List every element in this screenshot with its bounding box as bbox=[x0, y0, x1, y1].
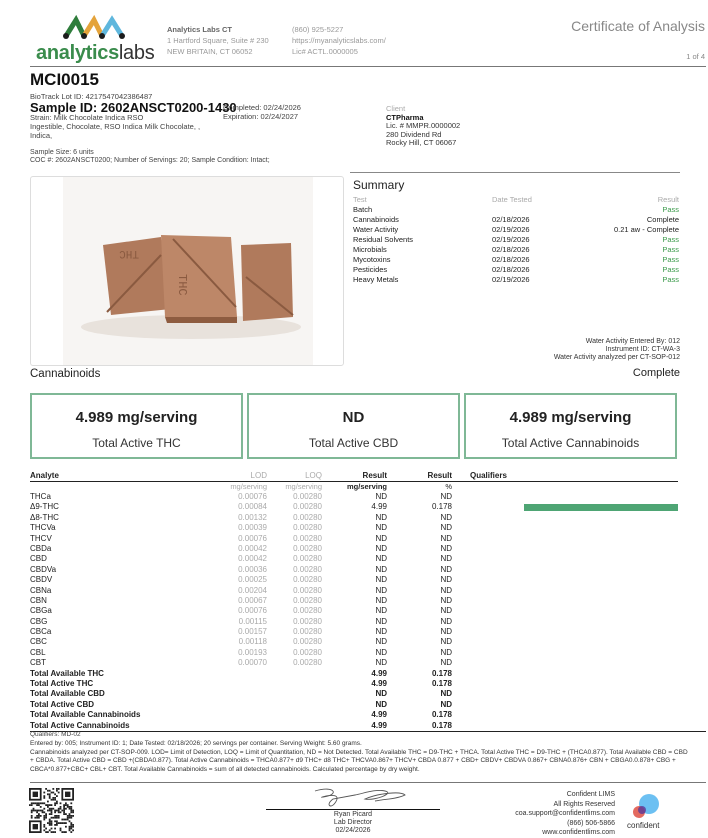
summary-result: Complete bbox=[646, 215, 679, 224]
summary-header-test: Test bbox=[353, 195, 367, 204]
analyte-loq: 0.00280 bbox=[293, 658, 322, 668]
wa-instrument: Instrument ID: CT-WA-3 bbox=[605, 346, 680, 353]
analyte-name: CBDV bbox=[30, 575, 53, 585]
summary-test: Heavy Metals bbox=[353, 275, 399, 284]
total-result-mg: 4.99 bbox=[371, 668, 387, 678]
summary-divider bbox=[350, 172, 680, 173]
sample-dates bbox=[223, 103, 301, 121]
lims-info bbox=[515, 790, 615, 838]
total-name: Total Available THC bbox=[30, 668, 104, 678]
confident-logo-text: confident bbox=[627, 821, 660, 830]
confident-logo bbox=[623, 793, 673, 833]
signature-block bbox=[266, 811, 440, 835]
method-note: Cannabinoids analyzed per CT-SOP-009. LOD= Limit of Detection, LOQ = Limit of Quantitation, ND = Not Detected. Total Available THC = D9-THC + THCA. Total Active THC = D9-THC + (THCA0.877). Total Available CBD = CBD + CBDA. Total Active CBD = CBD +(CBDA0.877). Total Active Cannabinoids = THCA0.877+ d9 THC+ d8 THC+ THCVA0.867+ THCV+ CBDA 0.877 + CBD+ CBDV+ CBDVA 0.867+ CBNA0.876+ CBN + CBGA0.0.878+ CBG + CBCA*0.877+CBC+ CBL+ CBT. Total Available Cannabinoids = sum of all detected cannabinoids. Calculated percentage by dry weight. bbox=[30, 748, 688, 773]
total-name: Total Active CBD bbox=[30, 699, 95, 709]
entered-by-note: Entered by: 005; Instrument ID: 1; Date Tested: 02/18/2026; 20 servings per container. Serving Weight: 5.60 grams. bbox=[30, 740, 362, 747]
analyte-lod: 0.00036 bbox=[238, 564, 267, 574]
analyte-result-pct: 0.178 bbox=[431, 502, 452, 512]
analyte-result-pct: ND bbox=[440, 564, 452, 574]
analyte-result-mg: ND bbox=[375, 554, 387, 564]
analyte-row bbox=[30, 544, 678, 554]
total-result-mg: 4.99 bbox=[371, 710, 387, 720]
header-lod: LOD bbox=[250, 471, 267, 480]
analyte-result-pct: ND bbox=[440, 606, 452, 616]
summary-date bbox=[492, 205, 582, 215]
summary-row bbox=[353, 255, 679, 265]
header-analyte: Analyte bbox=[30, 471, 59, 480]
unit-lod: mg/serving bbox=[230, 482, 267, 491]
sample-id: Sample ID: 2602ANSCT0200-1430 bbox=[30, 100, 237, 115]
analyte-result-mg: ND bbox=[375, 595, 387, 605]
summary-date: 02/19/2026 bbox=[492, 275, 530, 284]
header-qualifiers: Qualifiers bbox=[470, 471, 507, 480]
analyte-loq: 0.00280 bbox=[293, 492, 322, 501]
analyte-result-mg: ND bbox=[375, 616, 387, 626]
total-result-mg: ND bbox=[375, 689, 387, 699]
wa-entered-by: Water Activity Entered By: 012 bbox=[585, 338, 680, 345]
summary-test: Microbials bbox=[353, 245, 387, 254]
analyte-rows bbox=[30, 492, 678, 731]
analyte-loq: 0.00280 bbox=[293, 564, 322, 574]
unit-result-mg: mg/serving bbox=[346, 482, 387, 491]
analyte-result-mg: ND bbox=[375, 512, 387, 522]
analyte-name: CBDa bbox=[30, 543, 52, 553]
analyte-loq: 0.00280 bbox=[293, 647, 322, 657]
lab-contact bbox=[292, 24, 386, 57]
total-name: Total Active THC bbox=[30, 679, 94, 689]
analyte-result-pct: ND bbox=[440, 627, 452, 637]
lims-email[interactable]: coa.support@confidentlims.com bbox=[515, 810, 615, 817]
method-notes bbox=[30, 740, 690, 774]
analyte-row bbox=[30, 606, 678, 616]
client-license: Lic. # MMPR.0000002 bbox=[386, 121, 461, 130]
lims-rights: All Rights Reserved bbox=[553, 800, 615, 808]
total-row bbox=[30, 689, 678, 699]
sample-description bbox=[30, 113, 230, 140]
client-label: Client bbox=[386, 104, 406, 113]
analyte-row bbox=[30, 523, 678, 533]
summary-test: Pesticides bbox=[353, 265, 388, 274]
total-active-thc-box bbox=[30, 393, 243, 459]
analyte-result-pct: ND bbox=[440, 512, 452, 522]
analyte-name: CBL bbox=[30, 647, 46, 657]
total-row bbox=[30, 669, 678, 679]
analyte-lod: 0.00118 bbox=[238, 637, 267, 647]
unit-loq: mg/serving bbox=[285, 482, 322, 491]
analyte-result-pct: ND bbox=[440, 647, 452, 657]
analyte-lod: 0.00025 bbox=[238, 575, 267, 585]
total-result-pct: 0.178 bbox=[431, 710, 452, 720]
signed-date: 02/24/2026 bbox=[335, 827, 371, 834]
header-result-pct: Result bbox=[427, 471, 452, 480]
analyte-name: CBD bbox=[30, 554, 47, 564]
analyte-loq: 0.00280 bbox=[293, 627, 322, 637]
unit-result-pct: % bbox=[445, 482, 452, 491]
completed-date: Completed: 02/24/2026 bbox=[223, 103, 301, 112]
summary-rows bbox=[353, 205, 679, 285]
signer-title: Lab Director bbox=[333, 819, 373, 826]
summary-row bbox=[353, 205, 679, 215]
analyte-result-pct: ND bbox=[440, 658, 452, 668]
total-result-pct: ND bbox=[440, 689, 452, 699]
header-loq: LOQ bbox=[305, 471, 322, 480]
analyte-result-mg: ND bbox=[375, 492, 387, 501]
analyte-result-mg: ND bbox=[375, 564, 387, 574]
logo-mark-icon bbox=[62, 14, 128, 40]
analyte-lod: 0.00039 bbox=[238, 523, 267, 533]
analyte-name: CBDVa bbox=[30, 564, 57, 574]
summary-result: Pass bbox=[662, 245, 679, 254]
analyte-row bbox=[30, 575, 678, 585]
analyte-result-pct: ND bbox=[440, 575, 452, 585]
total-row bbox=[30, 700, 678, 710]
analyte-loq: 0.00280 bbox=[293, 512, 322, 522]
total-active-thc-label: Total Active THC bbox=[92, 436, 181, 450]
lab-info bbox=[167, 24, 269, 57]
summary-date: 02/19/2026 bbox=[492, 225, 530, 234]
total-active-cannabinoids-value: 4.989 mg/serving bbox=[509, 409, 632, 426]
analyte-name: CBT bbox=[30, 658, 46, 668]
analyte-name: CBGa bbox=[30, 606, 52, 616]
qr-code-icon[interactable] bbox=[29, 788, 74, 833]
signature-line bbox=[266, 809, 440, 810]
analyte-lod: 0.00042 bbox=[238, 554, 267, 564]
summary-row bbox=[353, 215, 679, 225]
summary-title: Summary bbox=[353, 178, 405, 192]
lims-phone: (866) 506-5866 bbox=[567, 819, 615, 827]
qualifier-bar bbox=[524, 504, 678, 511]
water-activity-notes bbox=[554, 338, 680, 362]
total-result-pct: 0.178 bbox=[431, 668, 452, 678]
total-active-cbd-value: ND bbox=[342, 409, 365, 426]
total-name: Total Available Cannabinoids bbox=[30, 710, 141, 720]
summary-date: 02/18/2026 bbox=[492, 265, 530, 274]
analyte-row bbox=[30, 658, 678, 668]
analyte-lod: 0.00076 bbox=[238, 606, 267, 616]
wa-method: Water Activity analyzed per CT-SOP-012 bbox=[553, 354, 680, 361]
analyte-name: THCV bbox=[30, 533, 52, 543]
analyte-result-mg: ND bbox=[375, 543, 387, 553]
analyte-loq: 0.00280 bbox=[293, 585, 322, 595]
analyte-result-pct: ND bbox=[440, 595, 452, 605]
analyte-lod: 0.00076 bbox=[238, 533, 267, 543]
sample-desc-line1: Ingestible, Chocolate, RSO Indica Milk Chocolate, , bbox=[30, 122, 201, 131]
sample-strain: Strain: Milk Chocolate Indica RSO bbox=[30, 113, 144, 122]
summary-test: Residual Solvents bbox=[353, 235, 414, 244]
cannabinoids-status: Complete bbox=[632, 367, 680, 379]
analyte-name: CBNa bbox=[30, 585, 52, 595]
analyte-lod: 0.00132 bbox=[238, 512, 267, 522]
total-name: Total Available CBD bbox=[30, 689, 105, 699]
logo-text-bold: analytics bbox=[36, 42, 119, 64]
header-divider bbox=[30, 66, 706, 67]
analyte-result-mg: ND bbox=[375, 575, 387, 585]
analyte-loq: 0.00280 bbox=[293, 502, 322, 512]
signer-name: Ryan Picard bbox=[333, 811, 373, 818]
qualifiers-note: Qualifiers: MD-02 bbox=[30, 731, 81, 738]
summary-header-date: Date Tested bbox=[492, 195, 532, 204]
page-number: 1 of 4 bbox=[686, 52, 705, 61]
lab-website[interactable]: https://myanalyticslabs.com/ bbox=[292, 36, 386, 45]
lab-name: Analytics Labs CT bbox=[167, 25, 233, 34]
client-address1: 280 Dividend Rd bbox=[386, 129, 442, 139]
sample-code: MCI0015 bbox=[30, 70, 99, 89]
client-name: CTPharma bbox=[386, 112, 424, 122]
analyte-row bbox=[30, 648, 678, 658]
signature-icon bbox=[305, 783, 415, 811]
header-result-mg: Result bbox=[362, 471, 387, 480]
client-address2: Rocky Hill, CT 06067 bbox=[386, 138, 457, 147]
analyte-row bbox=[30, 513, 678, 523]
analyte-name: CBG bbox=[30, 616, 48, 626]
analyte-row bbox=[30, 637, 678, 647]
analyte-row bbox=[30, 534, 678, 544]
summary-row bbox=[353, 265, 679, 275]
lims-website[interactable]: www.confidentlims.com bbox=[542, 829, 615, 836]
summary-date: 02/18/2026 bbox=[492, 215, 530, 224]
logo-text-thin: labs bbox=[118, 42, 155, 64]
analyte-result-pct: ND bbox=[440, 523, 452, 533]
embossed-thc-text: THC bbox=[119, 247, 139, 259]
coc-info: COC #: 2602ANSCT0200; Number of Servings: 20; Sample Condition: Intact; bbox=[30, 157, 270, 164]
analyte-lod: 0.00115 bbox=[238, 616, 267, 626]
logo-wordmark bbox=[36, 42, 154, 65]
analyte-row bbox=[30, 596, 678, 606]
lab-address2: NEW BRITAIN, CT 06052 bbox=[167, 47, 253, 56]
total-row bbox=[30, 721, 678, 731]
confident-logo-icon bbox=[625, 793, 665, 821]
analyte-result-pct: ND bbox=[440, 585, 452, 595]
summary-test: Water Activity bbox=[353, 225, 399, 234]
analyte-result-pct: ND bbox=[440, 554, 452, 564]
summary-row bbox=[353, 235, 679, 245]
summary-row bbox=[353, 245, 679, 255]
analyte-result-pct: ND bbox=[440, 637, 452, 647]
analyte-name: Δ9-THC bbox=[30, 502, 59, 512]
total-active-cannabinoids-label: Total Active Cannabinoids bbox=[501, 436, 640, 450]
summary-test: Mycotoxins bbox=[353, 255, 391, 264]
analyte-lod: 0.00084 bbox=[238, 502, 267, 512]
analyte-row bbox=[30, 565, 678, 575]
biotrack-lot-id: BioTrack Lot ID: 4217547042386487 bbox=[30, 92, 153, 101]
analyte-row bbox=[30, 554, 678, 564]
analyte-result-pct: ND bbox=[440, 616, 452, 626]
lab-phone: (860) 925-5227 bbox=[292, 25, 344, 34]
analyte-row bbox=[30, 617, 678, 627]
analyte-loq: 0.00280 bbox=[293, 533, 322, 543]
analyte-lod: 0.00042 bbox=[238, 543, 267, 553]
lab-address1: 1 Hartford Square, Suite # 230 bbox=[167, 36, 269, 45]
analyte-loq: 0.00280 bbox=[293, 543, 322, 553]
analyte-name: CBC bbox=[30, 637, 47, 647]
summary-date: 02/19/2026 bbox=[492, 235, 530, 244]
total-result-pct: 0.178 bbox=[431, 679, 452, 689]
summary-table bbox=[353, 195, 679, 285]
analyte-table-units bbox=[30, 482, 678, 491]
total-result-mg: ND bbox=[375, 699, 387, 709]
total-result-pct: ND bbox=[440, 699, 452, 709]
summary-row bbox=[353, 225, 679, 235]
summary-result: Pass bbox=[662, 235, 679, 244]
embossed-thc-text-2: THC bbox=[175, 274, 189, 296]
analyte-loq: 0.00280 bbox=[293, 554, 322, 564]
total-row bbox=[30, 710, 678, 720]
analyte-name: CBN bbox=[30, 595, 47, 605]
lims-name: Confident LIMS bbox=[566, 791, 615, 798]
total-result-pct: 0.178 bbox=[431, 720, 452, 730]
analyte-result-mg: ND bbox=[375, 606, 387, 616]
analytics-labs-logo bbox=[30, 12, 160, 68]
analyte-name: Δ8-THC bbox=[30, 512, 59, 522]
total-row bbox=[30, 679, 678, 689]
total-result-mg: 4.99 bbox=[371, 679, 387, 689]
analyte-result-pct: ND bbox=[440, 543, 452, 553]
analyte-result-mg: ND bbox=[375, 523, 387, 533]
product-image bbox=[30, 176, 344, 366]
analyte-lod: 0.00067 bbox=[238, 595, 267, 605]
analyte-result-mg: ND bbox=[375, 627, 387, 637]
summary-result: Pass bbox=[662, 265, 679, 274]
analyte-table-bottom-rule bbox=[30, 731, 706, 732]
summary-header-row bbox=[353, 195, 679, 205]
analyte-result-mg: 4.99 bbox=[371, 502, 387, 512]
summary-result: Pass bbox=[662, 275, 679, 284]
analyte-result-pct: ND bbox=[440, 533, 452, 543]
analyte-loq: 0.00280 bbox=[293, 637, 322, 647]
summary-result: 0.21 aw - Complete bbox=[613, 225, 679, 234]
analyte-loq: 0.00280 bbox=[293, 616, 322, 626]
chocolate-image bbox=[31, 177, 344, 366]
lab-license: Lic# ACTL.0000005 bbox=[292, 47, 358, 56]
analyte-loq: 0.00280 bbox=[293, 575, 322, 585]
summary-result: Pass bbox=[662, 205, 679, 214]
summary-test: Cannabinoids bbox=[353, 215, 399, 224]
total-active-cannabinoids-box bbox=[464, 393, 677, 459]
analyte-row bbox=[30, 492, 678, 502]
total-active-cbd-box bbox=[247, 393, 460, 459]
summary-date: 02/18/2026 bbox=[492, 245, 530, 254]
document-title: Certificate of Analysis bbox=[571, 18, 705, 34]
analyte-lod: 0.00157 bbox=[238, 627, 267, 637]
summary-date: 02/18/2026 bbox=[492, 255, 530, 264]
analyte-loq: 0.00280 bbox=[293, 606, 322, 616]
analyte-lod: 0.00076 bbox=[238, 492, 267, 501]
analyte-result-pct: ND bbox=[440, 492, 452, 501]
sample-desc-line2: Indica, bbox=[30, 131, 53, 140]
analyte-result-mg: ND bbox=[375, 637, 387, 647]
cannabinoids-title: Cannabinoids bbox=[30, 368, 101, 380]
expiration-date: Expiration: 02/24/2027 bbox=[223, 112, 299, 121]
analyte-lod: 0.00193 bbox=[238, 647, 267, 657]
summary-header-result: Result bbox=[657, 195, 679, 204]
total-result-mg: 4.99 bbox=[371, 720, 387, 730]
summary-row bbox=[353, 275, 679, 285]
analyte-row bbox=[30, 627, 678, 637]
sample-size: Sample Size: 6 units bbox=[30, 149, 94, 156]
analyte-lod: 0.00204 bbox=[238, 585, 267, 595]
analyte-result-mg: ND bbox=[375, 647, 387, 657]
analyte-table-header bbox=[30, 471, 678, 482]
analyte-row bbox=[30, 586, 678, 596]
analyte-result-mg: ND bbox=[375, 533, 387, 543]
total-active-thc-value: 4.989 mg/serving bbox=[75, 409, 198, 426]
summary-result: Pass bbox=[662, 255, 679, 264]
client-info bbox=[386, 105, 460, 148]
analyte-result-mg: ND bbox=[375, 658, 387, 668]
analyte-lod: 0.00070 bbox=[238, 658, 267, 668]
analyte-name: THCa bbox=[30, 492, 51, 501]
analyte-loq: 0.00280 bbox=[293, 523, 322, 533]
analyte-loq: 0.00280 bbox=[293, 595, 322, 605]
sample-size-info bbox=[30, 149, 270, 165]
analyte-name: CBCa bbox=[30, 627, 52, 637]
summary-test: Batch bbox=[353, 205, 373, 214]
analyte-name: THCVa bbox=[30, 523, 56, 533]
total-name: Total Active Cannabinoids bbox=[30, 720, 130, 730]
total-active-cbd-label: Total Active CBD bbox=[308, 436, 399, 450]
analyte-result-mg: ND bbox=[375, 585, 387, 595]
